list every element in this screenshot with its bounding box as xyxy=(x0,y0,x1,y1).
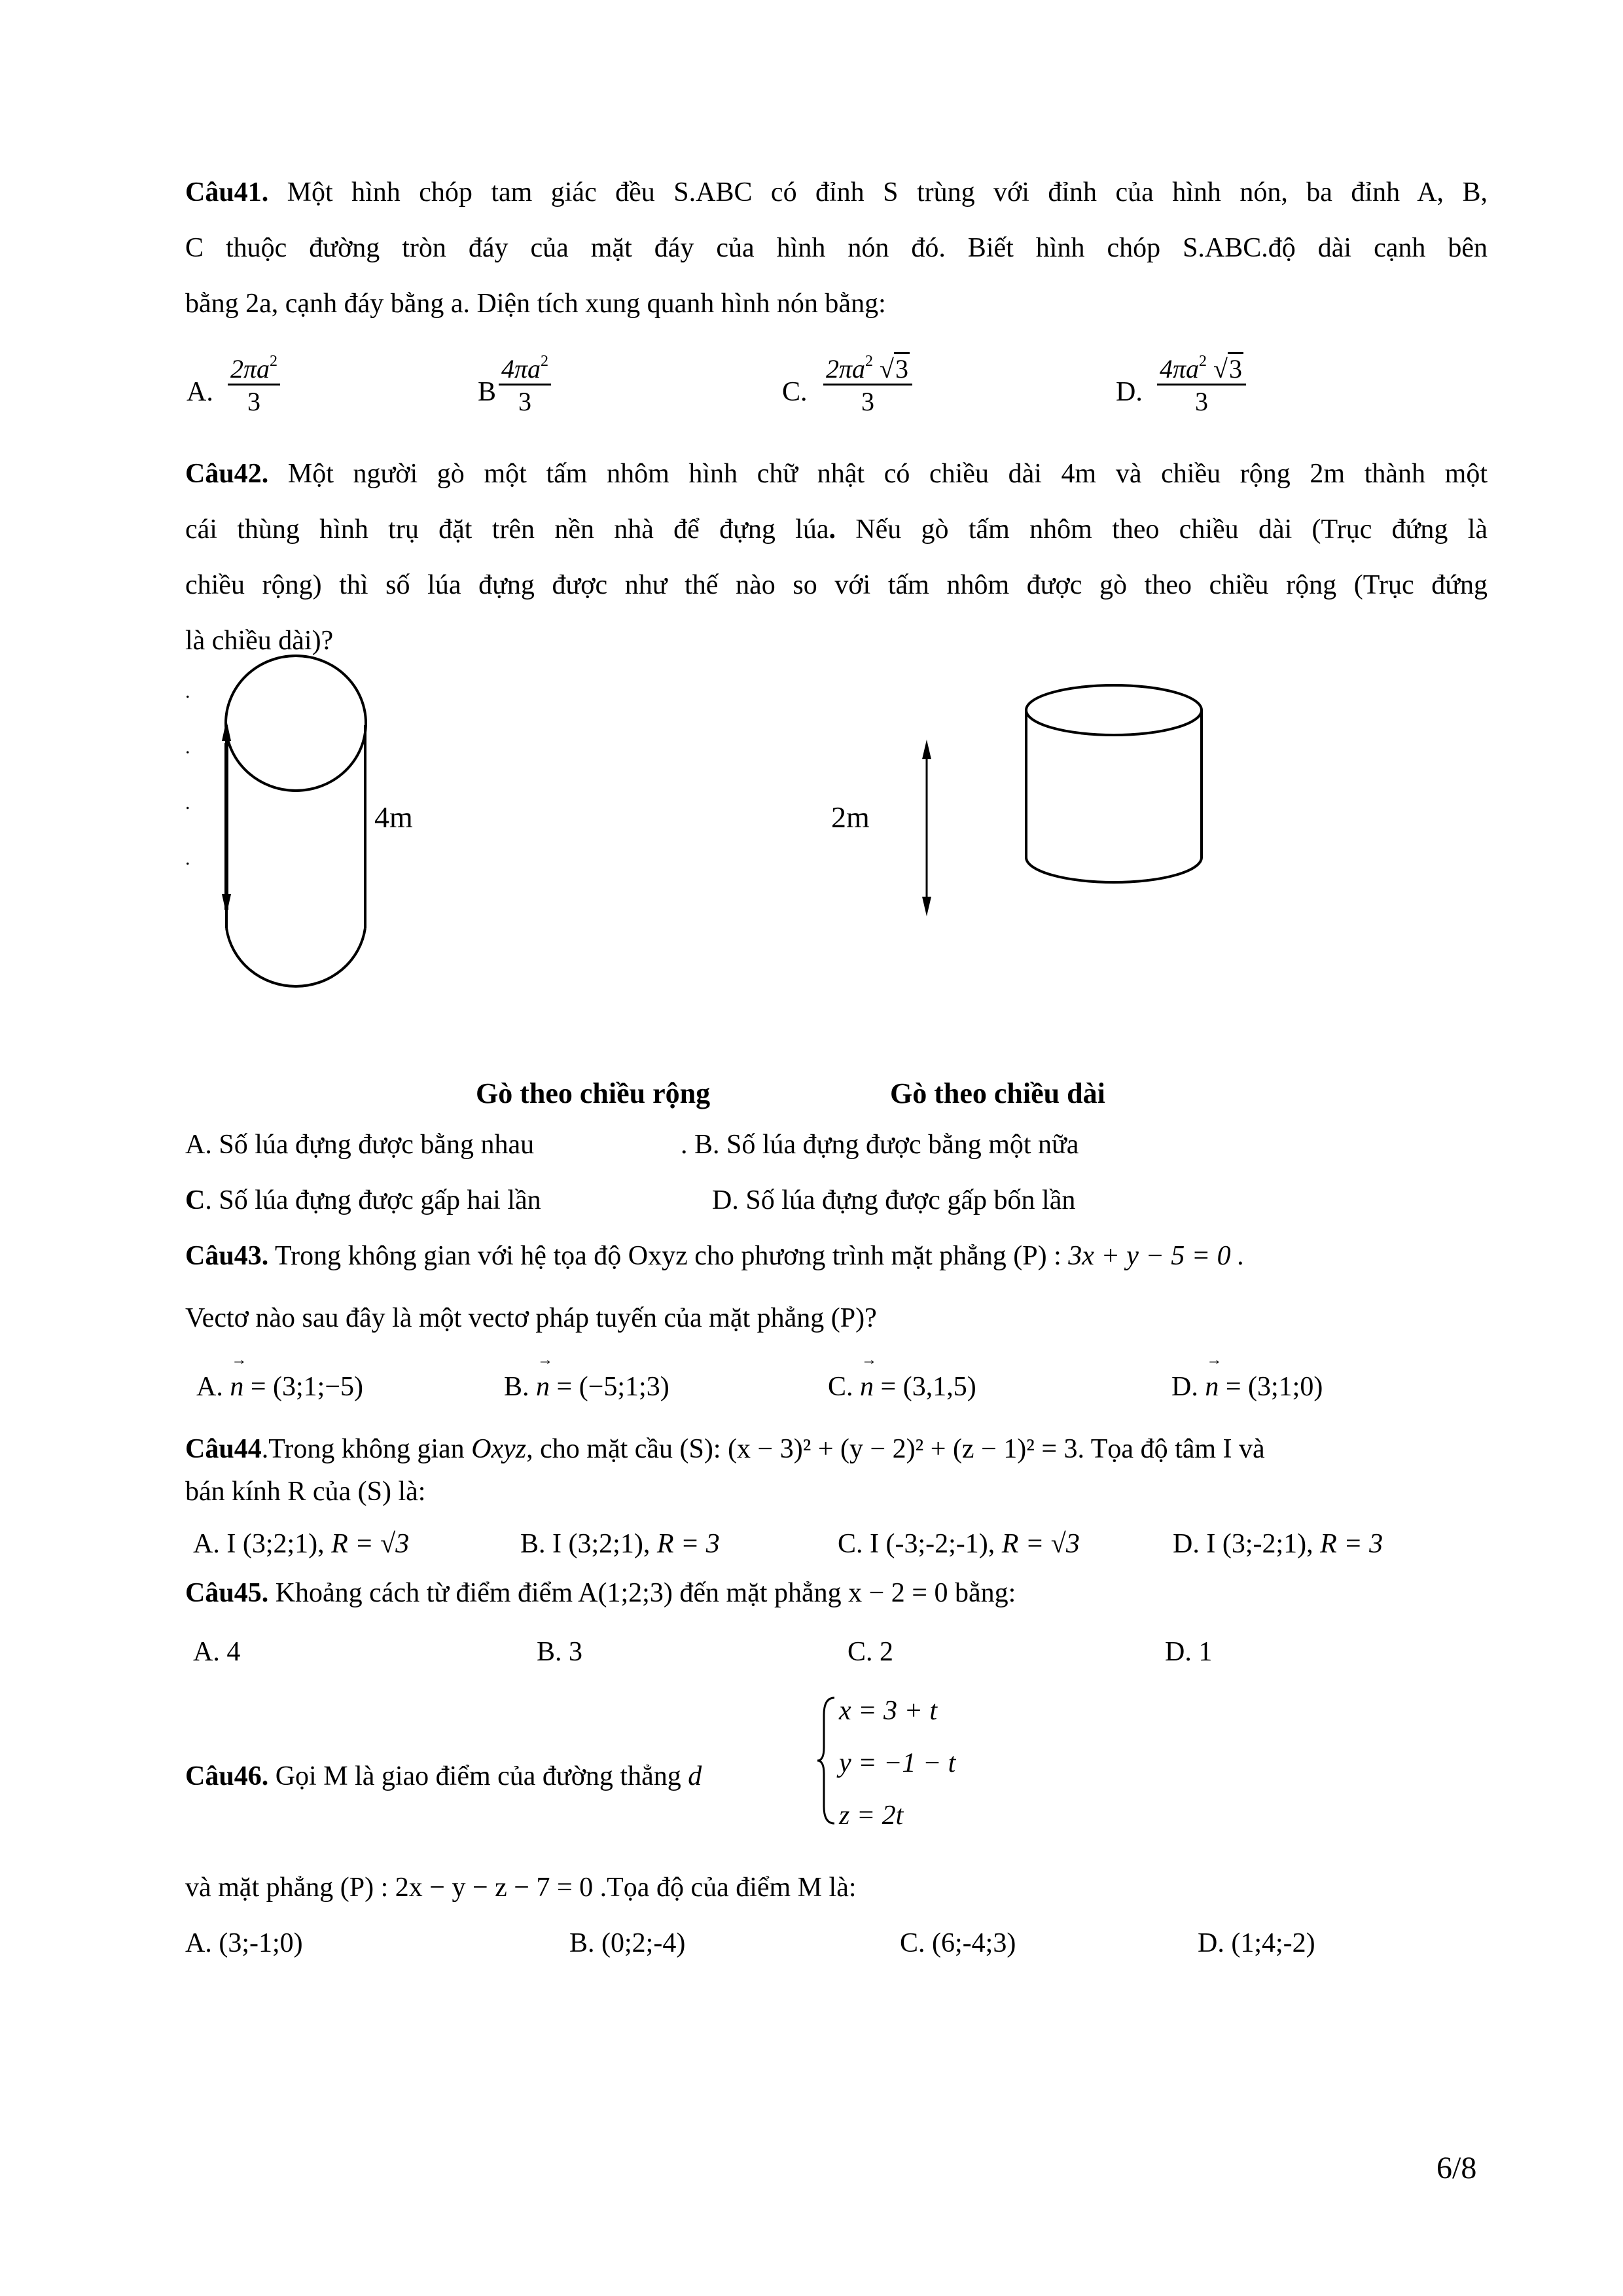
q41-option-a-fraction: $2\pi a^2$ 3 xyxy=(228,347,280,418)
q46-line-2: và mặt phẳng (P) : 2x − y − z − 7 = 0 .Tọa độ của điểm M là: xyxy=(185,1873,857,1903)
q44-option-c: C. I (-3;-2;-1), R = √3 xyxy=(838,1529,1080,1559)
q45-option-a: A. 4 xyxy=(193,1637,241,1667)
q42-line-4: là chiều dài)? xyxy=(185,626,334,656)
q46-option-d: D. (1;4;-2) xyxy=(1198,1928,1315,1958)
q44-equation: (x − 3)² + (y − 2)² + (z − 1)² = 3 xyxy=(728,1434,1078,1464)
label-4m: 4m xyxy=(374,800,413,834)
q46-label: Câu46. xyxy=(185,1761,269,1791)
caption-left: Gò theo chiều rộng xyxy=(476,1077,711,1109)
q43-line-1: Câu43. Trong không gian với hệ tọa độ Oxyz cho phương trình mặt phẳng (P) : 3x + y − 5 = 0 . xyxy=(185,1241,1245,1271)
margin-dot: . xyxy=(185,848,190,869)
q45-option-d: D. 1 xyxy=(1165,1637,1213,1667)
q46-system-x: x = 3 + t xyxy=(839,1696,937,1726)
q46-system-z: z = 2t xyxy=(839,1801,904,1831)
q41-option-d-label: D. xyxy=(1116,377,1143,407)
height-arrow-2m-icon xyxy=(922,740,931,916)
q44-option-a: A. I (3;2;1), R = √3 xyxy=(193,1529,410,1559)
q42-option-a: A. Số lúa đựng được bằng nhau xyxy=(185,1130,535,1160)
q44-line-2: bán kính R của (S) là: xyxy=(185,1477,426,1507)
q43-option-c: C. → n = (3,1,5) xyxy=(828,1371,976,1403)
q41-line-1: Câu41. Một hình chóp tam giác đều S.ABC có đỉnh S trùng với đỉnh của hình nón, ba đỉnh A, B, xyxy=(185,177,1488,207)
q42-line-3: chiều rộng) thì số lúa đựng được như thế nào so với tấm nhôm được gò theo chiều rộng (Trục đứng xyxy=(185,570,1488,600)
q41-option-c-fraction: $2\pi a^2$ √3 3 xyxy=(823,347,912,418)
q45-label: Câu45. xyxy=(185,1578,269,1608)
q46-option-a: A. (3;-1;0) xyxy=(185,1928,303,1958)
q43-equation: 3x + y − 5 = 0 . xyxy=(1068,1241,1245,1271)
q46-line-1: Câu46. Gọi M là giao điểm của đường thẳng d xyxy=(185,1761,702,1791)
q41-option-d-fraction: $4\pi a^2$ √3 3 xyxy=(1157,347,1246,418)
page-number: 6/8 xyxy=(1436,2151,1477,2185)
margin-dot: . xyxy=(185,736,190,758)
q45-option-b: B. 3 xyxy=(537,1637,583,1667)
label-2m: 2m xyxy=(831,800,870,834)
q42-option-b: . B. Số lúa đựng được bằng một nữa xyxy=(681,1130,1079,1160)
q44-label: Câu44 xyxy=(185,1434,262,1464)
left-brace-icon xyxy=(815,1695,841,1826)
q43-line-2: Vectơ nào sau đây là một vectơ pháp tuyến của mặt phẳng (P)? xyxy=(185,1303,877,1333)
q41-option-c-label: C. xyxy=(782,377,808,407)
caption-right: Gò theo chiều dài xyxy=(890,1077,1105,1109)
q43-label: Câu43. xyxy=(185,1241,269,1271)
q41-option-b-label: B xyxy=(478,377,497,407)
q45-line-1: Câu45. Khoảng cách từ điểm điểm A(1;2;3) đến mặt phẳng x − 2 = 0 bằng: xyxy=(185,1578,1016,1608)
q44-line-1: Câu44.Trong không gian Oxyz, cho mặt cầu (S): (x − 3)² + (y − 2)² + (z − 1)² = 3. Tọa độ tâm I và xyxy=(185,1434,1265,1464)
q41-line-2: C thuộc đường tròn đáy của mặt đáy của hình nón đó. Biết hình chóp S.ABC.độ dài cạnh bên xyxy=(185,233,1488,263)
q41-option-a-label: A. xyxy=(187,377,213,407)
margin-dot: . xyxy=(185,792,190,814)
margin-dot: . xyxy=(185,681,190,702)
cylinders-figure xyxy=(0,0,1623,1113)
q44-option-b: B. I (3;2;1), R = 3 xyxy=(520,1529,720,1559)
q46-system-y: y = −1 − t xyxy=(839,1748,956,1778)
q42-option-d: D. Số lúa đựng được gấp bốn lần xyxy=(712,1185,1076,1215)
q43-option-d: D. → n = (3;1;0) xyxy=(1171,1371,1323,1403)
q45-option-c: C. 2 xyxy=(847,1637,894,1667)
q41-label: Câu41. xyxy=(185,177,269,207)
q42-line-1: Câu42. Một người gò một tấm nhôm hình chữ nhật có chiều dài 4m và chiều rộng 2m thành một xyxy=(185,459,1488,489)
short-cylinder-icon xyxy=(1026,685,1202,882)
q46-option-c: C. (6;-4;3) xyxy=(900,1928,1016,1958)
q42-line-2: cái thùng hình trụ đặt trên nền nhà để đựng lúa. Nếu gò tấm nhôm theo chiều dài (Trục đứng là xyxy=(185,514,1488,545)
q43-option-a: A. → n = (3;1;−5) xyxy=(196,1371,363,1403)
q41-option-b-fraction: $4\pi a^2$ 3 xyxy=(499,347,551,418)
q42-label: Câu42. xyxy=(185,459,269,489)
q46-option-b: B. (0;2;-4) xyxy=(569,1928,686,1958)
height-arrow-4m-icon xyxy=(222,720,231,915)
q43-option-b: B. → n = (−5;1;3) xyxy=(504,1371,669,1403)
q41-line-3: bằng 2a, cạnh đáy bằng a. Diện tích xung quanh hình nón bằng: xyxy=(185,289,886,319)
q42-option-c: C. Số lúa đựng được gấp hai lần xyxy=(185,1185,541,1215)
q44-option-d: D. I (3;-2;1), R = 3 xyxy=(1173,1529,1383,1559)
tall-cylinder-icon xyxy=(226,656,366,986)
